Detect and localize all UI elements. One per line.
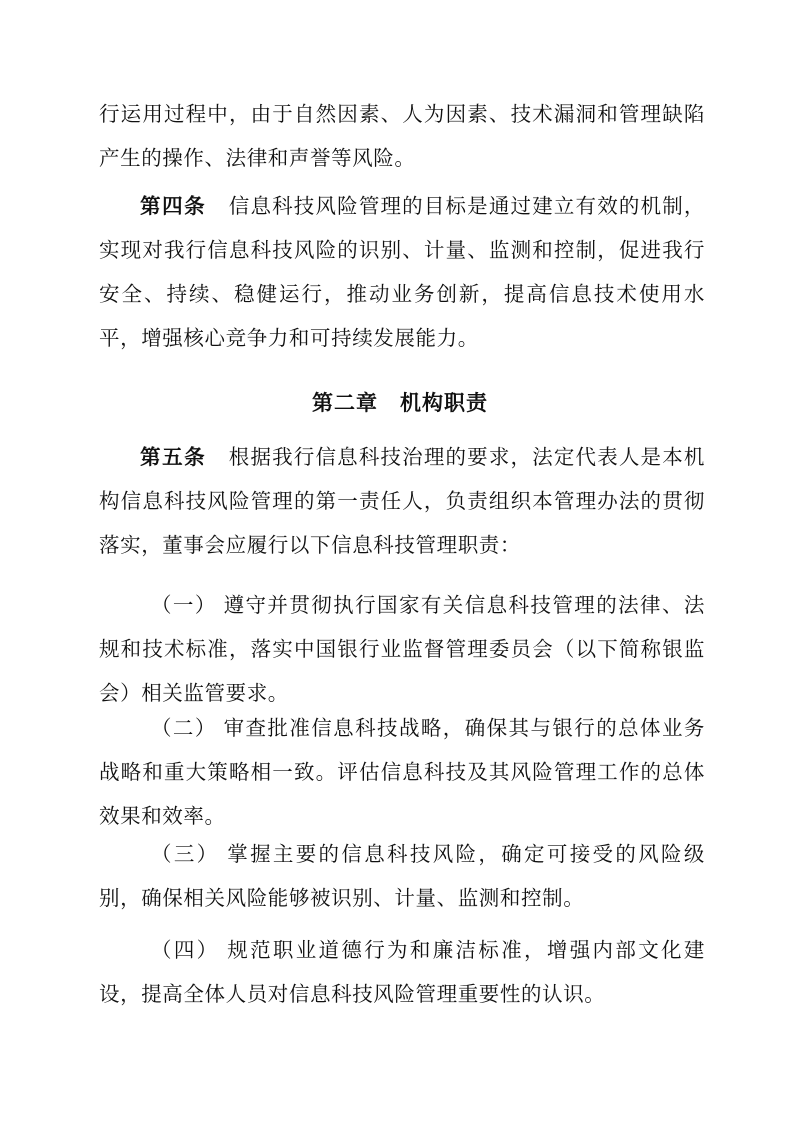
chapter-number: 第二章 bbox=[312, 391, 378, 415]
article-5-label: 第五条 bbox=[140, 445, 207, 469]
list-item bbox=[99, 583, 705, 715]
item-2-marker: （二） bbox=[151, 716, 217, 740]
item-2-text: 审查批准信息科技战略，确保其与银行的总体业务战略和重大策略相一致。评估信息科技及其风险管理工作的总体效果和效率。 bbox=[99, 716, 705, 828]
item-1-marker: （一） bbox=[151, 593, 217, 617]
list-item bbox=[99, 832, 705, 920]
continuation-paragraph bbox=[99, 92, 705, 180]
list-item bbox=[99, 928, 705, 1016]
item-1-text: 遵守并贯彻执行国家有关信息科技管理的法律、法规和技术标准，落实中国银行业监督管理委员会（以下简称银监会）相关监管要求。 bbox=[99, 593, 705, 705]
chapter-heading bbox=[0, 387, 800, 417]
chapter-title: 机构职责 bbox=[400, 391, 488, 415]
continuation-text: 行运用过程中，由于自然因素、人为因素、技术漏洞和管理缺陷产生的操作、法律和声誉等风险。 bbox=[99, 102, 705, 170]
article-5-paragraph bbox=[99, 435, 705, 567]
article-4-paragraph bbox=[99, 184, 705, 360]
item-3-marker: （三） bbox=[151, 842, 220, 866]
item-4-text: 规范职业道德行为和廉洁标准，增强内部文化建设，提高全体人员对信息科技风险管理重要性的认识。 bbox=[99, 938, 705, 1006]
item-4-marker: （四） bbox=[151, 938, 220, 962]
article-4-text: 信息科技风险管理的目标是通过建立有效的机制，实现对我行信息科技风险的识别、计量、监测和控制，促进我行安全、持续、稳健运行，推动业务创新，提高信息技术使用水平，增强核心竞争力和可持续发展能力。 bbox=[99, 194, 705, 350]
list-item bbox=[99, 706, 705, 838]
item-3-text: 掌握主要的信息科技风险，确定可接受的风险级别，确保相关风险能够被识别、计量、监测和控制。 bbox=[99, 842, 705, 910]
article-4-label: 第四条 bbox=[140, 194, 207, 218]
article-5-text: 根据我行信息科技治理的要求，法定代表人是本机构信息科技风险管理的第一责任人，负责组织本管理办法的贯彻落实，董事会应履行以下信息科技管理职责： bbox=[99, 445, 705, 557]
